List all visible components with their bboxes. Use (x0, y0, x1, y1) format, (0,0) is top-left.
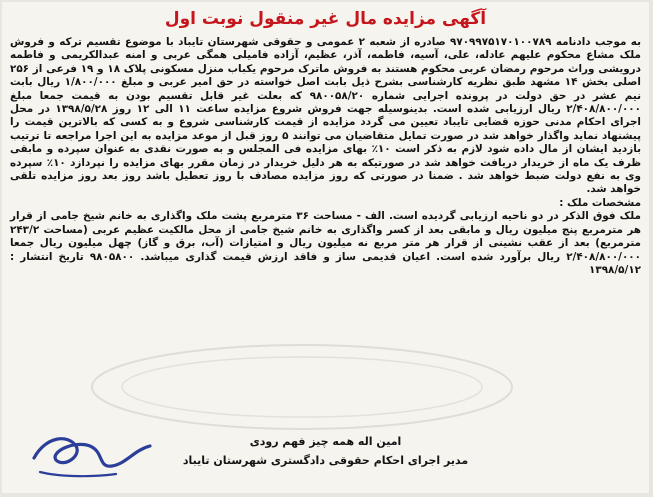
signature-office: مدیر اجرای احکام حقوقی دادگستری شهرستان تایباد (182, 454, 469, 467)
signature-name: امین اله همه چیز فهم رودی (249, 435, 402, 448)
signature-scribble-icon (16, 406, 166, 486)
notice-body (10, 36, 641, 277)
notice-title: آگهی مزایده مال غیر منقول نوبت اول (164, 9, 487, 29)
notice-page (2, 2, 649, 493)
notice-paragraph-main: به موجب دادنامه ۹۷۰۹۹۷۵۱۷۰۱۰۰۷۸۹ صادره از شعبه ۲ عمومی و حقوقی شهرستان تایباد با موضوع تقسیم ترکه و فروش ملک مشاع محکوم علیهم عادله، علی، آسیه، فاطمه، آذر، عظیم، آزاده فامیلی همگی عربی و امنه عبدالکریمی و فاطمه درویشی وراث مرحوم رمضان عربی محکوم هستند به فروش ماترک مرحوم یکباب منزل مسکونی پلاک ۱۸ و ۱۹ فرعی از ۲۵۶ اصلی بخش ۱۴ مشهد طبق نظریه کارشناسی بشرح ذیل بابت اصل خواسته در حق امیر عربی و مبلغ ۱/۸۰۰/۰۰۰ ریال بابت نیم عشر در حق دولت در پرونده اجرایی شماره ۹۸۰۰۵۸/۲۰ که بعلت غیر قابل تقسیم بودن به قیمت جمعا مبلغ ۲/۴۰۸/۸۰۰/۰۰۰ ریال ارزیابی شده است. بدینوسیله جهت فروش شروع مزایده ساعت ۱۱ الی ۱۲ روز ۱۳۹۸/۵/۲۸ در محل اجرای احکام مدنی حوزه قضایی تایباد تعیین می گردد مزایده از قیمت کارشناسی شروع و به کسی که بالاترین قیمت را پیشنهاد نماید واگذار خواهد شد در صورت تمایل متقاضیان می توانند ۵ روز قبل از موعد مزایده به این اجرا مراجعه تا ترتیب بازدید ایشان از مال داده شود لازم به ذکر است ۱۰٪ بهای مزایده فی المجلس و به صورت نقدی به عنوان سپرده و مابقی ظرف یک ماه از خریدار دریافت خواهد شد در صورتیکه به هر دلیل خریدار در زمان مقرر بهای مزایده را نپردازد ۱۰٪ سپرده وی به نفع دولت ضبط خواهد شد . ضمنا در صورتی که روز مزایده مصادف با روز تعطیل باشد روز بعد روز مزایده تلقی خواهد شد. (10, 36, 642, 196)
notice-paragraph-specs: ملک فوق الذکر در دو ناحیه ارزیابی گردیده است. الف - مساحت ۳۶ مترمربع پشت ملک واگذاری به خانم شیخ جامی از قرار هر مترمربع پنج میلیون ریال و مابقی بعد از کسر واگذاری به خانم شیخ جامی از محل مالکیت عظیم عربی (مساحت ۲۴۳/۲ مترمربع) بعد از عقب نشینی از قرار هر متر مربع نه میلیون ریال و امتیازات (آب، برق و گاز) چهل میلیون ریال جمعا ۲/۴۰۸/۸۰۰/۰۰۰ ریال برآورد شده است. اعیان قدیمی ساز و فاقد ارزش قیمت گذاری میباشد. ۹۸۰۵۸۰۰ تاریخ انتشار : ۱۳۹۸/۵/۱۲ (10, 210, 641, 276)
property-specs-heading: مشخصات ملک : (559, 196, 641, 209)
